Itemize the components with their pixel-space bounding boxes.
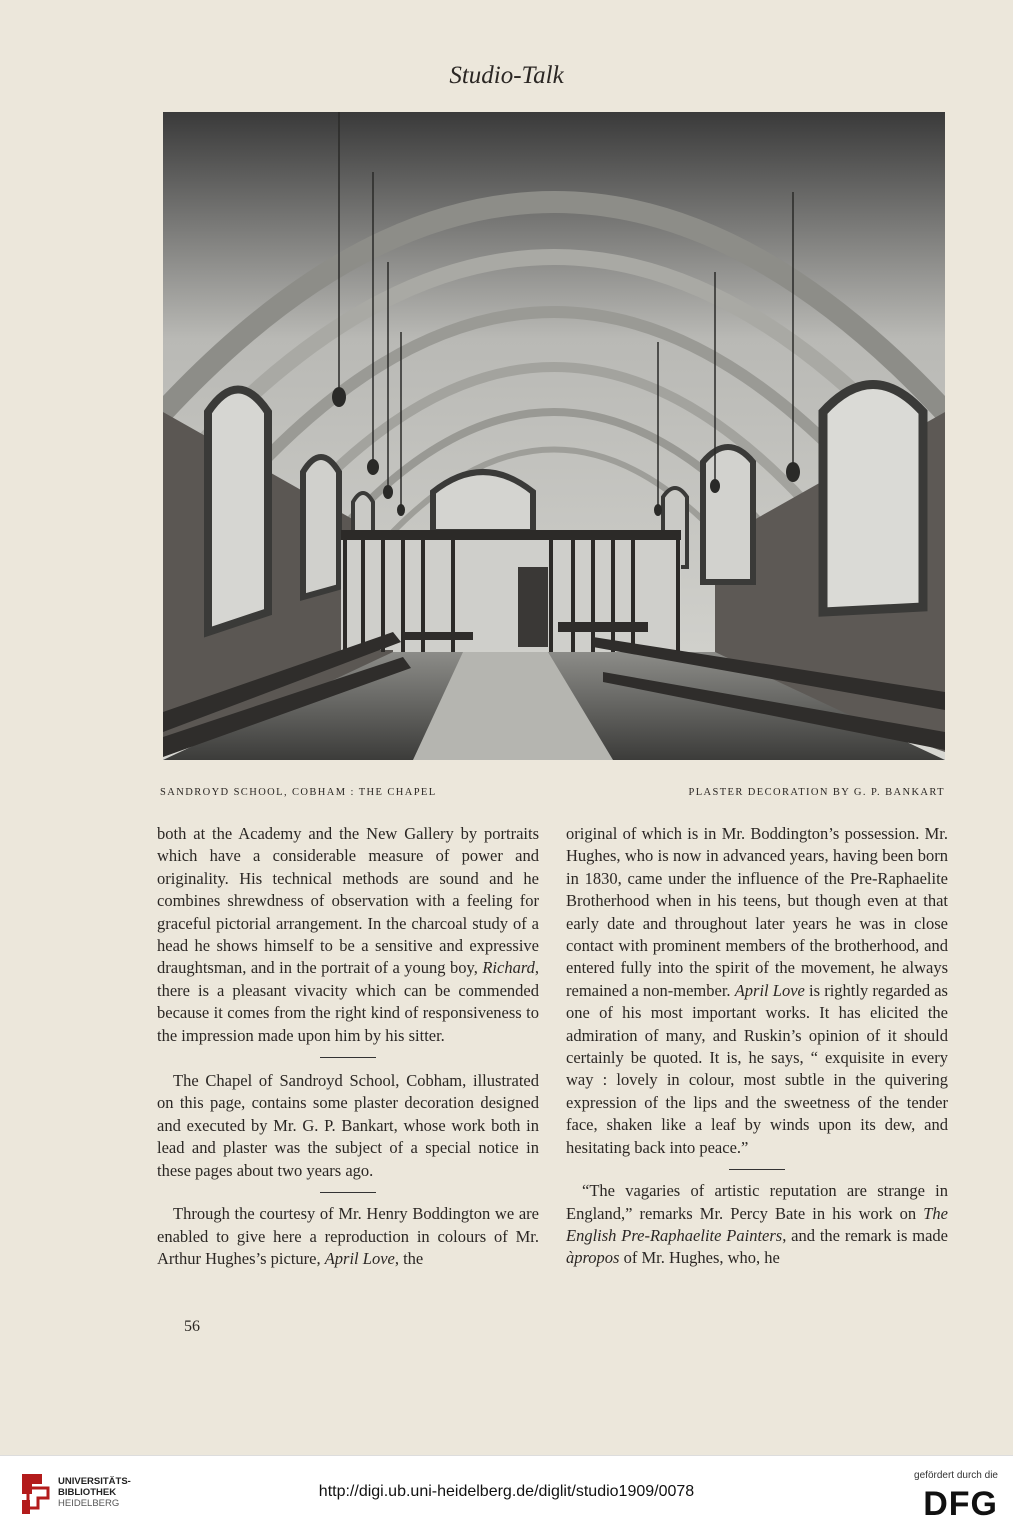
right-column <box>566 823 948 1270</box>
photo-caption-credit: PLASTER DECORATION BY G. P. BANKART <box>688 787 945 798</box>
funding-note: gefördert durch die <box>914 1470 998 1481</box>
chapel-illustration <box>163 112 945 760</box>
permalink[interactable]: http://digi.ub.uni-heidelberg.de/diglit/studio1909/0078 <box>318 1483 695 1500</box>
page-number: 56 <box>184 1318 200 1335</box>
digitization-footer <box>0 1455 1013 1535</box>
left-paragraph-2: The Chapel of Sandroyd School, Cobham, illustrated on this page, contains some plaster decoration designed and executed by Mr. G. P. Bankart, whose work both in lead and plaster was the subject of a special notice in these pages about two years ago. <box>157 1071 539 1180</box>
right-paragraph-2: “The vagaries of artistic reputation are strange in England,” remarks Mr. Percy Bate in his work on The English Pre-Raphaelite Painters, and the remark is made àpropos of Mr. Hughes, who, he <box>566 1181 948 1268</box>
left-column <box>157 823 539 1270</box>
right-paragraph-1: original of which is in Mr. Boddington’s possession. Mr. Hughes, who is now in advanced years, having been born in 1830, came under the influence of the Pre-Raphaelite Brotherhood when in his teens, but though even at that early date and throughout later years he was in close contact with prominent members of the brotherhood, and entered fully into the spirit of the movement, he always remained a non-member. April Love is rightly regarded as one of his most important works. It has elicited the admiration of many, and Ruskin’s opinion of it should certainly be quoted. It is, he says, “ exquisite in every way : lovely in colour, most subtle in the quivering expression of the lips and the sweetness of the tender face, shaken like a leaf by winds upon its dew, and hesitating back into peace.” <box>566 824 948 1157</box>
library-name: UNIVERSITÄTS- BIBLIOTHEK HEIDELBERG <box>58 1476 131 1509</box>
left-paragraph-1: both at the Academy and the New Gallery by portraits which have a considerable measure of power and originality. His technical methods are sound and he combines shrewdness of observation with a feeling for graceful pictorial arrangement. In the charcoal study of a head he shows himself to be a sensitive and expressive draughtsman, and in the portrait of a young boy, Richard, there is a pleasant vivacity which can be commended because it comes from the right kind of responsiveness to the impression made upon him by his sitter. <box>157 824 539 1045</box>
photo-caption-title: SANDROYD SCHOOL, COBHAM : THE CHAPEL <box>160 787 437 798</box>
dfg-logo: DFG <box>923 1485 998 1523</box>
section-rule <box>320 1192 376 1193</box>
section-rule <box>320 1057 376 1058</box>
running-head: Studio-Talk <box>449 62 564 89</box>
section-rule <box>729 1169 785 1170</box>
left-paragraph-3: Through the courtesy of Mr. Henry Boddington we are enabled to give here a reproduction in colours of Mr. Arthur Hughes’s picture, April Love, the <box>157 1204 539 1268</box>
chapel-photograph <box>163 112 945 760</box>
